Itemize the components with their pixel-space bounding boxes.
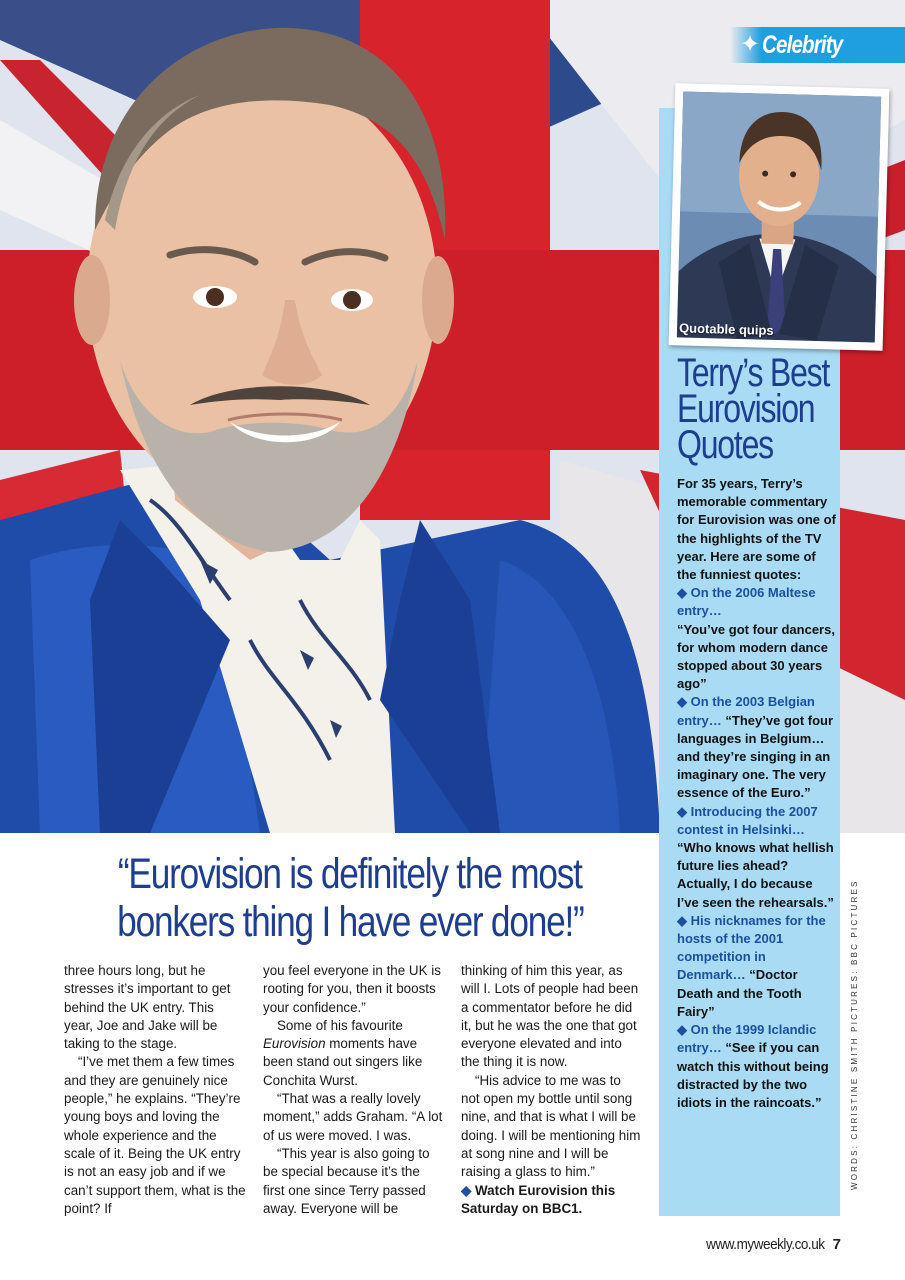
body-paragraph: “This year is also going to be special because it’s the first one since Terry passed away. Everyone will be (263, 1145, 430, 1216)
body-paragraph: “His advice to me was to not open my bottle until song nine, and that is what I will be doing. I will be mentioning him at song nine and I will be raising a glass to him.” (461, 1072, 641, 1180)
sidebar-title (677, 351, 837, 467)
quote-text: “They’ve got four languages in Belgium… and they’re singing in an imaginary one. The very essence of the Euro.” (677, 712, 834, 801)
sidebar-quote-item (677, 803, 837, 912)
diamond-bullet-icon: ◆ (677, 694, 691, 710)
quote-heading: On the 2003 Belgian entry… (677, 694, 815, 728)
body-paragraph: three hours long, but he stresses it’s important to get behind the UK entry. This year, Joe and Jake will be taking to the stage. (64, 963, 231, 1052)
cta-text: Watch Eurovision this Saturday on BBC1. (461, 1182, 616, 1216)
quote-text: “You’ve got four dancers, for whom modern dance stopped about 30 years ago” (677, 621, 835, 692)
body-paragraph: thinking of him this year, as will I. Lots of people had been a commentator before he did it, but he was the one that got everyone elevated and into the thing it is now. (461, 963, 639, 1070)
diamond-bullet-icon: ◆ (461, 1182, 476, 1198)
sidebar-quote-item (677, 584, 837, 693)
sparkle-icon: ✦ (740, 31, 761, 58)
section-label: Celebrity (762, 30, 843, 59)
sidebar-text (677, 351, 837, 1112)
body-emphasis: Eurovision (263, 1036, 326, 1052)
sidebar-title-line: Quotes (677, 423, 773, 467)
pull-quote-line: “Eurovision is definitely the most (118, 850, 582, 898)
body-column-3 (461, 962, 643, 1218)
body-paragraph: you feel everyone in the UK is rooting for you, then it boosts your confidence.” (263, 963, 441, 1015)
pull-quote (60, 850, 640, 946)
diamond-bullet-icon: ◆ (677, 1022, 691, 1038)
quote-heading: On the 2006 Maltese entry… (677, 585, 816, 619)
body-column-1 (64, 962, 246, 1218)
sidebar-photo (669, 83, 890, 351)
diamond-bullet-icon: ◆ (677, 585, 691, 601)
body-column-2 (263, 962, 445, 1218)
photo-caption: Quotable quips (678, 320, 774, 338)
quote-text: “Who knows what hellish future lies ahead? Actually, I do because I’ve seen the rehearsals.” (677, 840, 834, 910)
body-paragraph (263, 1017, 445, 1090)
quote-heading: On the 1999 Iclandic entry… (677, 1022, 817, 1056)
website-url[interactable]: www.myweekly.co.uk (706, 1236, 825, 1253)
sidebar-intro: For 35 years, Terry’s memorable commentary for Eurovision was one of the highlights of the TV year. Here are some of the funniest quotes: (677, 476, 836, 583)
call-to-action (461, 1182, 643, 1219)
sidebar-body (677, 475, 837, 1112)
sidebar-quote-item (677, 1021, 837, 1112)
body-paragraph: “That was a really lovely moment,” adds Graham. “A lot of us were moved. I was. (263, 1091, 443, 1143)
page-number: 7 (832, 1236, 841, 1253)
sidebar-photo-image (677, 91, 881, 342)
body-text: moments have been stand out singers like Conchita Wurst. (263, 1036, 423, 1088)
section-tag (730, 27, 905, 63)
sidebar-title-line: Eurovision (677, 387, 815, 431)
sidebar-quote-item (677, 693, 837, 802)
quote-text: “See if you can watch this without being distracted by the two idiots in the raincoats.” (677, 1040, 829, 1110)
body-text: Some of his favourite (277, 1017, 403, 1033)
quote-heading: His nicknames for the hosts of the 2001 competition in Denmark… (677, 912, 826, 983)
diamond-bullet-icon: ◆ (677, 912, 691, 928)
sidebar-title-line: Terry’s Best (677, 351, 830, 395)
sidebar-quote-item (677, 912, 837, 1021)
quote-heading: Introducing the 2007 contest in Helsinki… (677, 803, 818, 837)
diamond-bullet-icon: ◆ (677, 803, 691, 819)
quote-text: “Doctor Death and the Tooth Fairy” (677, 967, 802, 1019)
pull-quote-line: bonkers thing I have ever done!” (116, 898, 584, 946)
body-paragraph: “I’ve met them a few times and they are genuinely nice people,” he explains. “They’re young boys and loving the whole experience and the scale of it. Being the UK entry is not an easy job and if we can’t support them, what is the point? If (64, 1054, 246, 1216)
photo-credits: WORDS: CHRISTINE SMITH PICTURES: BBC PICTURES (850, 879, 859, 1190)
page-footer (693, 1236, 841, 1253)
